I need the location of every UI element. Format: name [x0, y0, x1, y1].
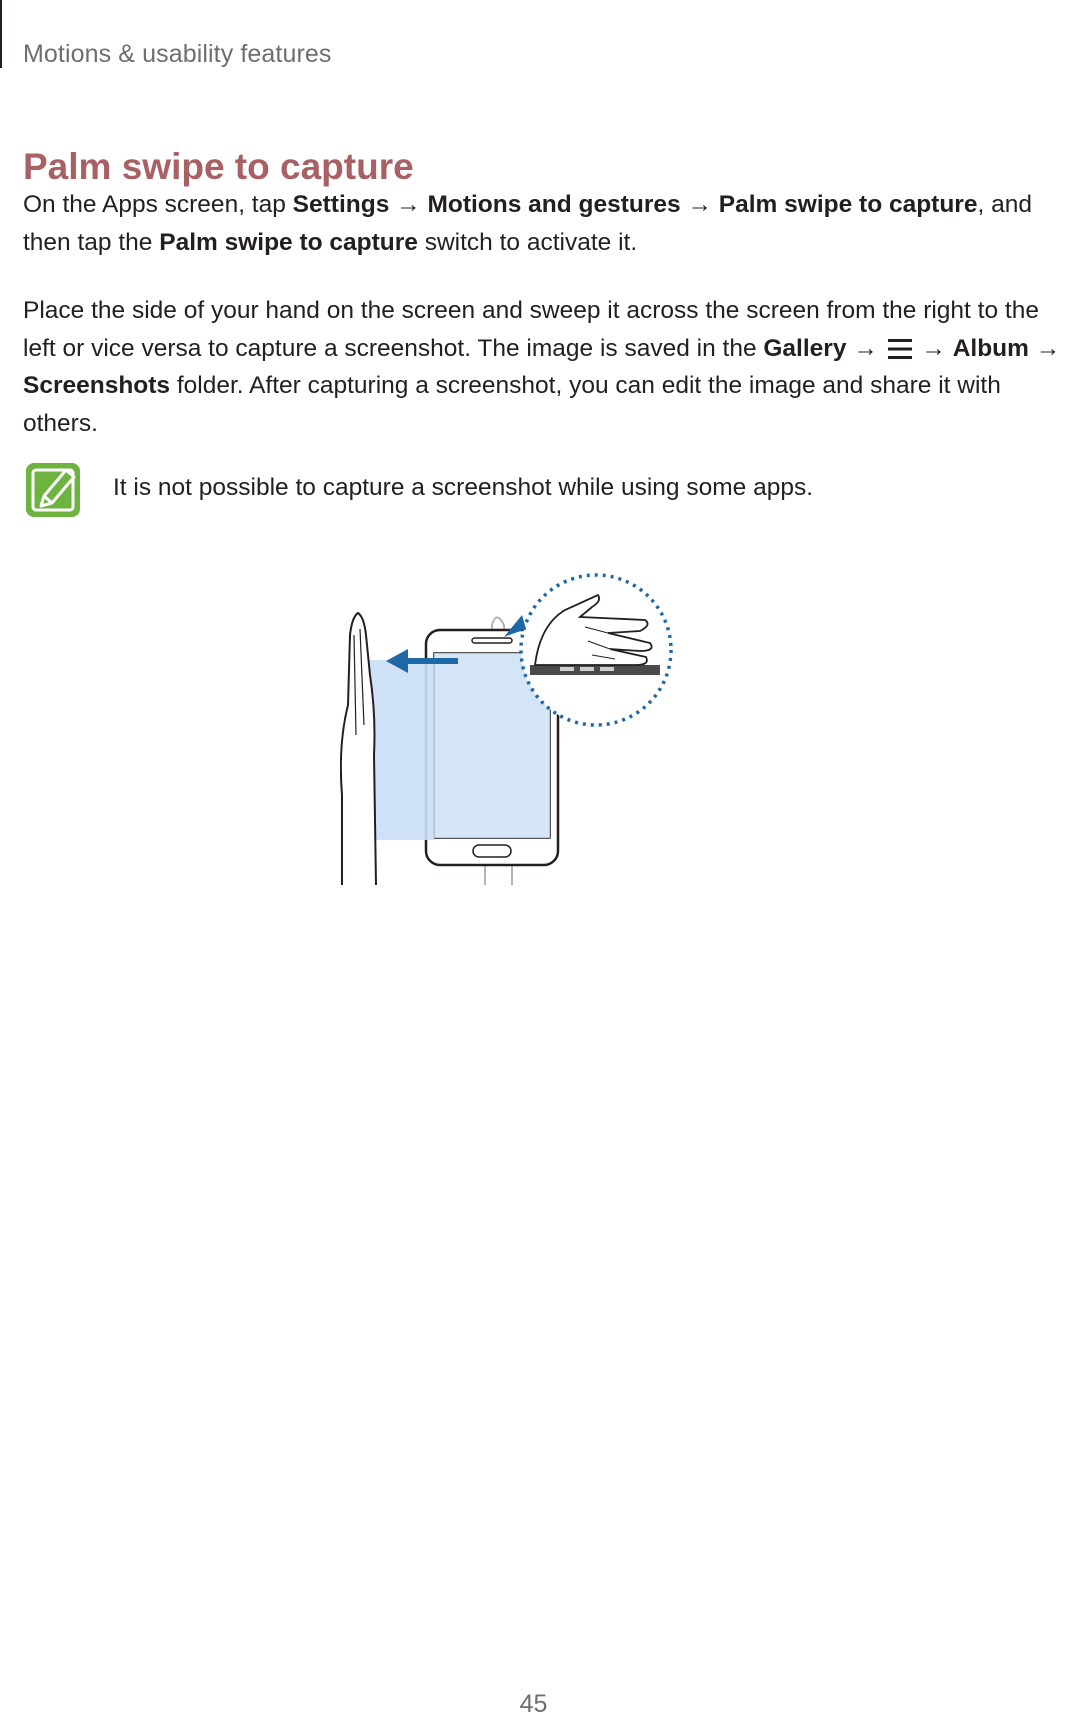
left-hand	[341, 613, 376, 885]
header-rule	[0, 0, 2, 68]
arrow-text: →	[914, 334, 953, 362]
note-pencil-icon	[23, 460, 83, 520]
page-number: 45	[519, 1690, 548, 1718]
palm-swipe-label: Palm swipe to capture	[718, 191, 978, 218]
chapter-header: Motions & usability features	[23, 40, 332, 68]
paragraph-instructions	[23, 186, 1063, 261]
screenshots-label: Screenshots	[23, 372, 171, 399]
text: switch to activate it.	[417, 228, 638, 256]
palm-swipe-illustration	[340, 565, 740, 895]
paragraph-description	[23, 292, 1063, 442]
note-text: It is not possible to capture a screenshot while using some apps.	[113, 474, 813, 501]
album-label: Album	[952, 334, 1029, 362]
motions-gestures-label: Motions and gestures	[427, 191, 681, 218]
arrow-text: →	[846, 334, 885, 362]
section-title: Palm swipe to capture	[23, 146, 414, 187]
palm-swipe-switch-label: Palm swipe to capture	[159, 228, 418, 256]
settings-label: Settings	[292, 191, 390, 218]
gallery-label: Gallery	[763, 334, 847, 362]
arrow-text: →	[1028, 334, 1061, 362]
text: folder. After capturing a screenshot, you can edit the image and share it with others.	[23, 372, 1001, 437]
text: , and then tap the	[23, 191, 1032, 256]
arrow-text: →	[389, 191, 428, 218]
arrow-text: →	[680, 191, 719, 218]
menu-icon	[887, 337, 913, 361]
text: Place the side of your hand on the screen and sweep it across the screen from the right to the left or vice versa to capture a screenshot. The image is saved in the	[23, 297, 1039, 362]
text: On the Apps screen, tap	[23, 191, 293, 218]
